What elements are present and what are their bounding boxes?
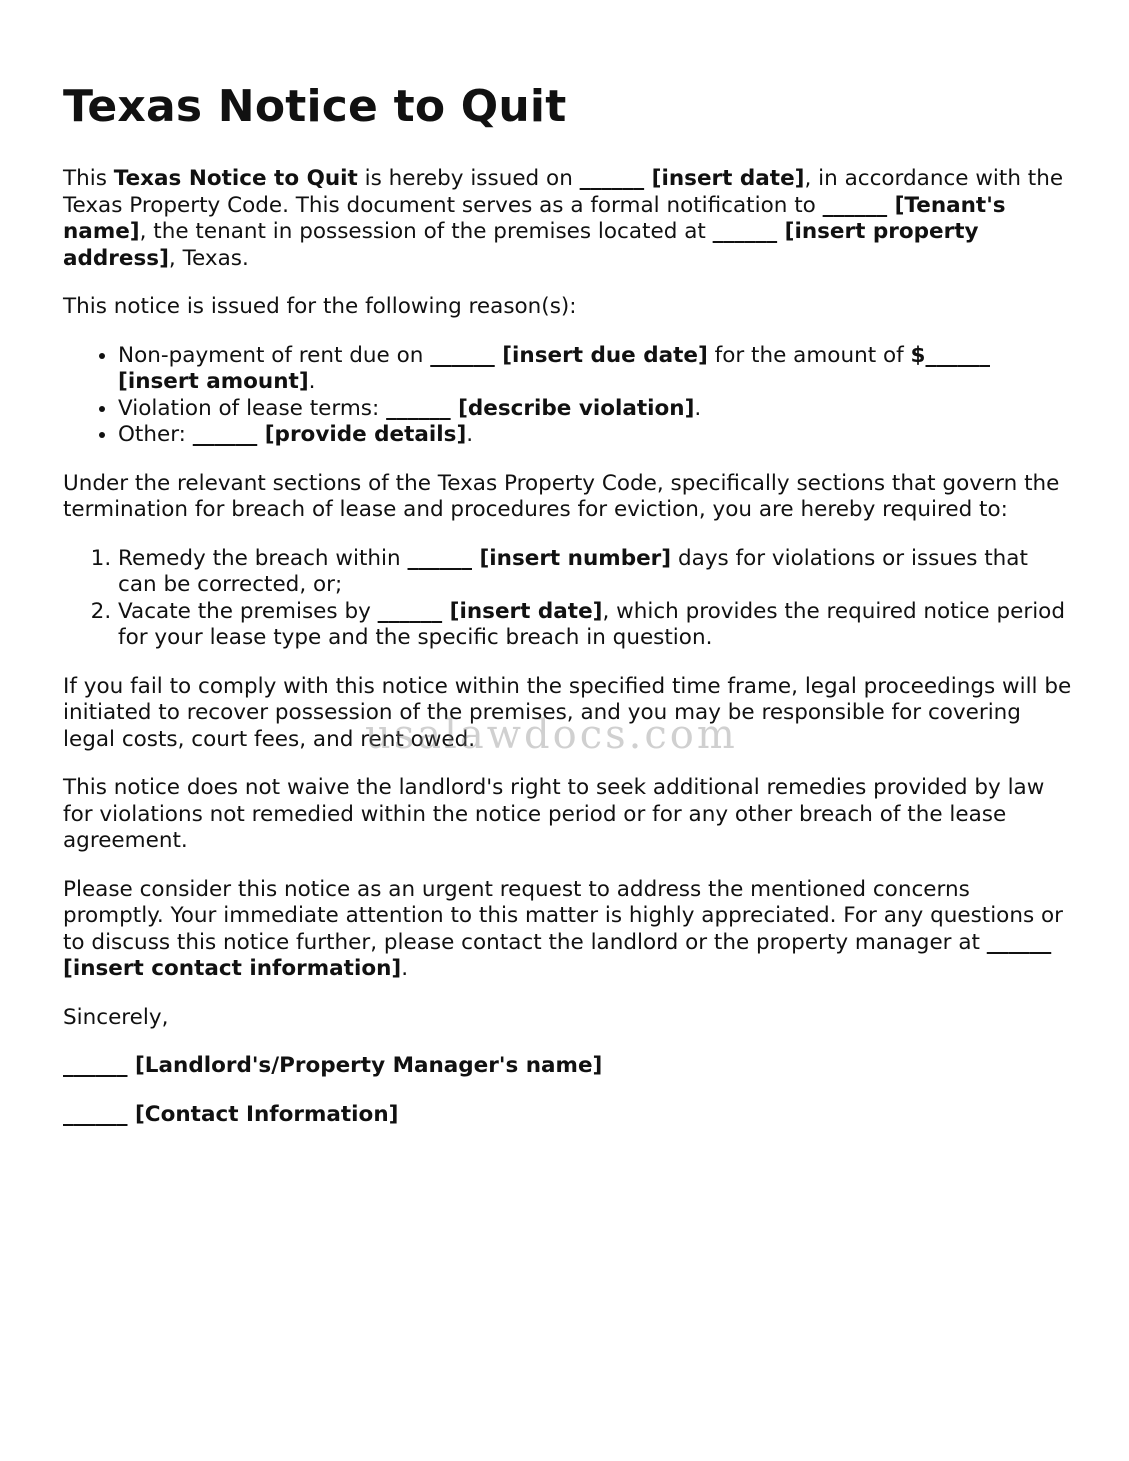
signature-name-line: ______ [Landlord's/Property Manager's name] — [63, 1053, 603, 1078]
intro-text-4: , the tenant in possession of the premises located at — [139, 219, 713, 244]
contact-paragraph — [63, 877, 1073, 983]
requirement-text: Remedy the breach within — [118, 545, 408, 571]
signature-contact-line: ______ [Contact Information] — [63, 1101, 399, 1127]
failure-paragraph: If you fail to comply with this notice within the specified time frame, legal proceedings will be initiated to recover possession of the premises, and you may be responsible for covering legal costs, court fees, and rent owed. — [63, 673, 1072, 752]
document-title: Texas Notice to Quit — [63, 81, 567, 132]
requirements-list — [63, 546, 1073, 652]
closing-salutation: Sincerely, — [63, 1004, 169, 1030]
other-details-blank: ______ [provide details] — [192, 422, 467, 447]
intro-text-3: , in accordance with the Texas Property Code. This document serves as a formal notification to — [63, 166, 1064, 218]
reasons-intro: This notice is issued for the following reason(s): — [63, 294, 577, 319]
contact-text: Please consider this notice as an urgent request to address the mentioned concerns promptly. Your immediate attention to this matter is highly appreciated. For any questions or to discuss this notice further, please contact the landlord or the property manager at — [63, 876, 1063, 955]
intro-text-1: This — [63, 166, 114, 191]
reasons-list — [63, 343, 1073, 449]
intro-form-name: Texas Notice to Quit — [113, 166, 358, 191]
amount-blank: $______ [insert amount] — [118, 342, 990, 394]
requirements-intro: Under the relevant sections of the Texas Property Code, specifically sections that govern the termination for breach of lease and procedures for eviction, you are hereby required to: — [63, 470, 1060, 522]
reason-item-nonpayment — [118, 343, 1073, 396]
due-date-blank: ______ [insert due date] — [430, 342, 708, 368]
contact-text-end: . — [401, 956, 409, 981]
no-waiver-paragraph: This notice does not waive the landlord's right to seek additional remedies provided by law for violations not remedied within the notice period or for any other breach of the lease agreement. — [63, 775, 1045, 853]
violation-blank: ______ [describe violation] — [386, 395, 695, 421]
reason-text: Other: — [118, 422, 193, 447]
contact-information-blank: ______ [insert contact information] — [63, 929, 1052, 981]
requirement-text: Vacate the premises by — [118, 598, 378, 624]
intro-text-2: is hereby issued on — [357, 166, 580, 191]
reason-text: . — [694, 395, 702, 421]
reason-item-other — [118, 422, 1073, 449]
requirement-text: , which provides the required notice period for your lease type and the specific breach in question. — [118, 598, 1065, 650]
requirement-item-vacate — [118, 599, 1073, 652]
requirement-item-remedy — [118, 546, 1073, 599]
watermark: usalawdocs.com — [365, 712, 738, 758]
tenant-name-blank: ______ [Tenant's name] — [63, 192, 1006, 244]
intro-paragraph — [63, 166, 1073, 272]
reason-item-violation — [118, 396, 1073, 423]
reason-text: . — [466, 422, 474, 447]
reason-text: . — [308, 369, 316, 394]
property-address-blank: ______ [insert property address] — [63, 219, 979, 271]
intro-text-5: , Texas. — [168, 245, 249, 271]
document-page — [63, 78, 1073, 1150]
requirement-text: days for violations or issues that can be corrected, or; — [118, 545, 1028, 597]
issue-date-blank: ______ [insert date] — [579, 166, 805, 191]
reason-text: Non-payment of rent due on — [118, 342, 431, 368]
reason-text: for the amount of — [707, 342, 911, 368]
vacate-date-blank: ______ [insert date] — [377, 598, 603, 624]
reason-text: Violation of lease terms: — [118, 395, 387, 421]
number-of-days-blank: ______ [insert number] — [407, 545, 672, 571]
